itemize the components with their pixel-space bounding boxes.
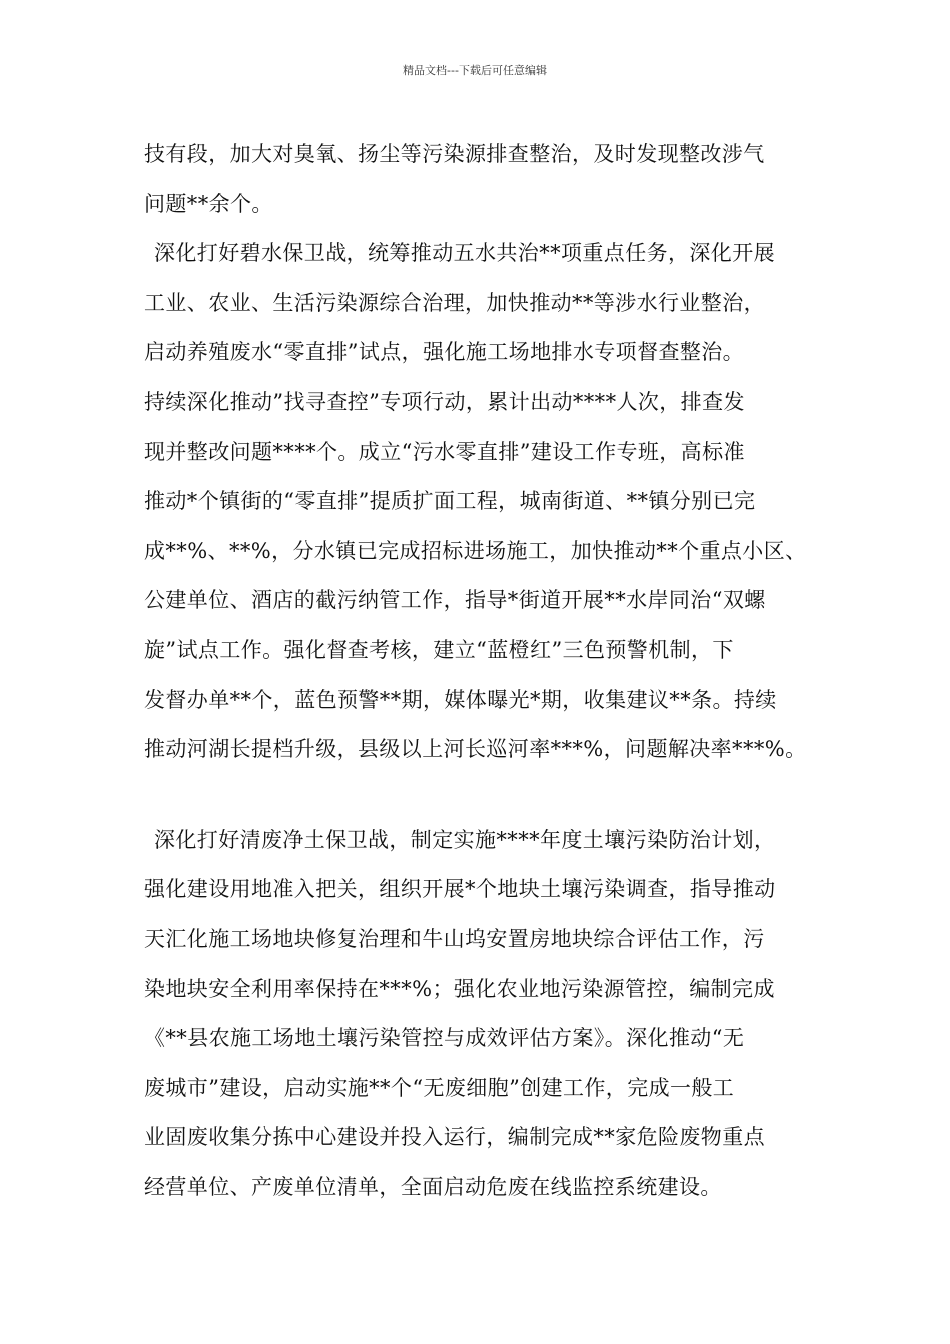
text-line: 染地块安全利用率保持在***%；强化农业地污染源管控，编制完成 [144,976,775,1001]
page-header: 精品文档---下载后可任意编辑 [403,64,547,77]
text-line: 启动养殖废水“零直排”试点，强化施工场地排水专项督查整治。 [144,340,745,365]
paragraph-air-governance [144,130,834,229]
text-line: 工业、农业、生活污染源综合治理，加快推动**等涉水行业整治， [144,290,765,315]
paragraph-soil-protection [144,816,834,1213]
text-line: 深化打好清废净土保卫战，制定实施****年度土壤污染防治计划， [154,827,776,852]
text-line: 公建单位、酒店的截污纳管工作，指导*街道开展**水岸同治“双螺 [144,588,766,613]
text-line: 深化打好碧水保卫战，统筹推动五水共治**项重点任务，深化开展 [154,241,775,266]
text-line: 成**%、**%，分水镇已完成招标进场施工，加快推动**个重点小区、 [144,538,807,563]
text-line: 推动*个镇街的“零直排”提质扩面工程，城南街道、**镇分别已完 [144,489,756,514]
text-line: 废城市”建设，启动实施**个“无废细胞”创建工作，完成一般工 [144,1075,735,1100]
text-line: 《**县农施工场地土壤污染管控与成效评估方案》。深化推动“无 [144,1026,745,1051]
paragraph-spacer [144,775,834,816]
text-line: 技有段，加大对臭氧、扬尘等污染源排查整治，及时发现整改涉气 [144,142,765,166]
paragraph-water-protection [144,229,834,775]
text-line: 业固废收集分拣中心建设并投入运行，编制完成**家危险废物重点 [144,1125,765,1150]
text-line: 旋”试点工作。强化督查考核，建立“蓝橙红”三色预警机制，下 [144,637,734,662]
text-line: 推动河湖长提档升级，县级以上河长巡河率***%，问题解决率***%。 [144,737,807,762]
text-line: 现并整改问题****个。成立“污水零直排”建设工作专班，高标准 [144,439,745,464]
text-line: 持续深化推动”找寻查控”专项行动，累计出动****人次，排查发 [144,389,745,414]
text-line: 发督办单**个，蓝色预警**期，媒体曝光*期，收集建议**条。持续 [144,687,777,712]
text-line: 问题**余个。 [144,191,273,216]
text-line: 经营单位、产废单位清单，全面启动危废在线监控系统建设。 [144,1174,722,1199]
text-line: 强化建设用地准入把关，组织开展*个地块土壤污染调查，指导推动 [144,877,776,902]
document-body [144,130,834,1212]
text-line: 天汇化施工场地块修复治理和牛山坞安置房地块综合评估工作，污 [144,926,765,951]
